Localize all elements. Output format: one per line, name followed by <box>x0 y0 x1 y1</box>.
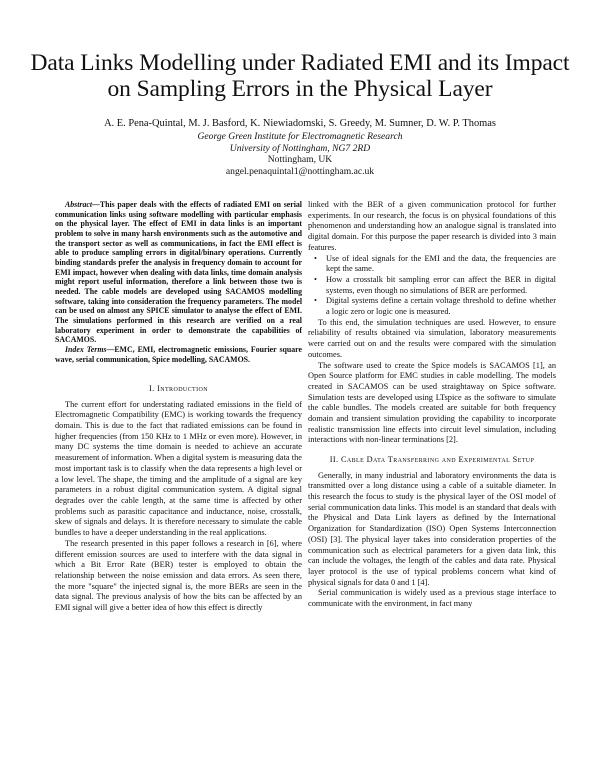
affiliation-location: Nottingham, UK <box>267 154 333 165</box>
right-column <box>308 200 556 610</box>
feature-list <box>308 254 556 318</box>
body-paragraph: Serial communication is widely used as a previous stage interface to communicate with the environment, in fact many <box>308 588 556 609</box>
bullet-icon: • <box>314 296 317 306</box>
affiliation-block <box>30 131 570 177</box>
index-terms <box>55 345 302 364</box>
section-heading-introduction: I. Introduction <box>148 384 208 394</box>
affiliation-university: University of Nottingham, NG7 2RD <box>229 142 371 154</box>
body-paragraph: To this end, the simulation techniques are used. However, to ensure reliability of results obtained via simulation, laboratory measurements were carried out on and the results were compared with the simulation outcomes. <box>308 317 556 359</box>
body-paragraph: linked with the BER of a given communication protocol for further experiments. In our research, the focus is on physical foundations of this phenomenon and understanding how an analogue signal is translated into digital domain. For this purpose the paper research is divided into 3 main features. <box>308 200 556 252</box>
body-paragraph: The software used to create the Spice models is SACAMOS [1], an Open Source platform for EMC studies in cable modelling. The models created in SACAMOS can be used straightaway on Spice software. Simulation tests are developed using LTspice as the software to simulate the cable bundles. The models created are suitable for both frequency domain and transient simulation providing the capability to incorporate realistic transmission line effects into circuit level simulation, including interactions with non-linear terminations [2]. <box>308 360 556 445</box>
abstract <box>55 200 302 345</box>
left-column <box>55 200 302 614</box>
author-email: angel.penaquintal1@nottingham.ac.uk <box>225 165 375 177</box>
list-item: • Digital systems define a certain voltage threshold to define whether a logic zero or logic one is measured. <box>314 296 556 317</box>
intro-paragraph: The research presented in this paper follows a research in [6], where different emission sources are used to interfere with the data signal in which a Bit Error Rate (BER) tester is employed to obtain the relationship between the noise emission and data errors. As seen there, the more "square" the injected signal is, the more BERs are seen in the data signal. The previous analysis of how the bits can be affected by an EMI signal will give a better idea of how this effect is directly <box>55 538 302 613</box>
list-item: • How a crosstalk bit sampling error can affect the BER in digital systems, even though no simulations of BER are performed. <box>314 274 556 295</box>
section-heading-cable-data: II. Cable Data Transferring and Experimental Setup <box>329 455 535 465</box>
body-paragraph: Generally, in many industrial and laboratory environments the data is transmitted over a long distance using a cable of a suitable diameter. In this research the focus to study is the physical layer of the OSI model of serial communication data links. This model is an standard that deals with the Physical and Data Link layers as defined by the International Organization for Standardization (ISO) Open Systems Interconnection (OSI) [3]. The physical layer takes into consideration properties of the communication such as electrical parameters for a given data link, this can include the voltages, the length of the cables and data rate. Physical layer protocol is the use of typical problems concern what kind of physical signals for data 0 and 1 [4]. <box>308 470 556 587</box>
affiliation-institute: George Green Institute for Electromagnetic Research <box>197 131 403 142</box>
intro-paragraph: The current effort for understating radiated emissions in the field of Electromagnetic Compatibility (EMC) is working towards the frequency domain. This is due to the fact that radiated emissions can be found in higher frequencies (from 150 KHz to 1 MHz or even more). However, in many DC systems the time domain is needed to achieve an accurate measurement of information. When a digital system is measuring data the most important task is to classify when the data represents a high level or a low level. The shape, the timing and the amplitude of a signal are key parameters in a robust digital communication system. A digital signal degrades over the cable length, at the same time is affected by other problems such as parasitic capacitance and inductance, noise, crosstalk, skew of signals and delays. It is therefore necessary to simulate the cable bundles to have a deeper understanding in the real applications. <box>55 399 302 538</box>
index-terms-text: —EMC, EMI, electromagnetic emissions, Fourier square wave, serial communication, Spice modelling, SACAMOS. <box>55 344 302 364</box>
bullet-icon: • <box>314 274 317 284</box>
abstract-text: —This paper deals with the effects of radiated EMI on serial communication links using software modelling with particular emphasis on the physical layer. The effect of EMI in data links is an important problem to solve in many harsh environments such as the automotive and the transport sector as well as communications, in fact the EMI effect is able to produce sampling errors in digital/binary operations. Currently binding standards prefer the analysis in frequency domain to account for EMI impact, however when dealing with data links, time domain analysis might report useful information, therefore a link between those two is needed. The cable models are developed using SACAMOS modelling software, taking into consideration the frequency parameters. The model can be used on almost any SPICE simulator to analyse the effect of EMI. The simulations performed in this research are verified on a real laboratory experiment in order to demonstrate the capabilities of SACAMOS. <box>55 200 302 345</box>
list-item: • Use of ideal signals for the EMI and the data, the frequencies are kept the same. <box>314 253 556 274</box>
bullet-icon: • <box>314 253 317 263</box>
index-terms-lead: Index Terms <box>65 344 107 354</box>
author-list: A. E. Pena-Quintal, M. J. Basford, K. Niewiadomski, S. Greedy, M. Sumner, D. W. P. Thomas <box>104 118 496 129</box>
abstract-lead: Abstract <box>65 200 93 209</box>
paper-title: Data Links Modelling under Radiated EMI and its Impact on Sampling Errors in the Physical Layer <box>30 50 570 102</box>
